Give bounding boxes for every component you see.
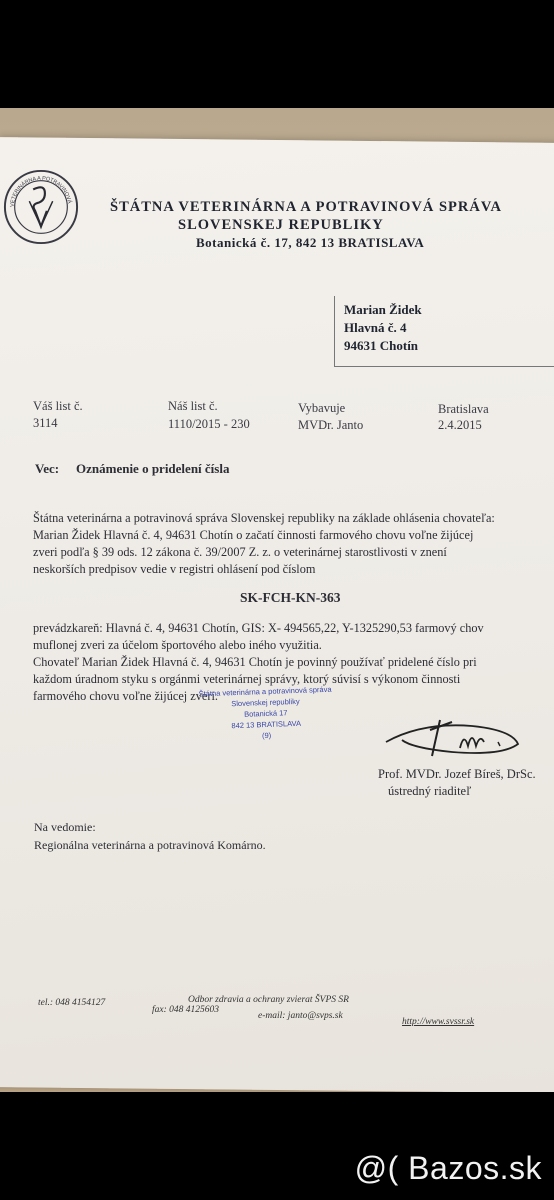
footer-web-link[interactable]: http://www.svssr.sk bbox=[402, 1017, 475, 1027]
ref-label-our: Náš list č. bbox=[168, 399, 218, 413]
signatory-name: Prof. MVDr. Jozef Bíreš, DrSc. bbox=[378, 767, 536, 781]
header-line-1: ŠTÁTNA VETERINÁRNA A POTRAVINOVÁ SPRÁVA bbox=[110, 199, 502, 215]
ref-label-your: Váš list č. bbox=[33, 399, 83, 413]
subject-label: Vec: bbox=[35, 461, 60, 476]
ref-label-place: Bratislava bbox=[438, 402, 489, 416]
ref-value-our: 1110/2015 - 230 bbox=[168, 417, 250, 431]
footer-email: e-mail: janto@svps.sk bbox=[258, 1011, 343, 1021]
state-seal-logo bbox=[2, 168, 80, 246]
document-paper bbox=[0, 137, 554, 1093]
header-line-2: SLOVENSKEJ REPUBLIKY bbox=[178, 217, 384, 233]
registration-number: SK-FCH-KN-363 bbox=[240, 590, 341, 605]
handwritten-signature bbox=[382, 712, 532, 762]
recipient-name: Marian Židek bbox=[344, 302, 422, 317]
footer-department: Odbor zdravia a ochrany zvierat ŠVPS SR bbox=[188, 995, 349, 1005]
body-para1-line4: neskorších predpisov vedie v registri ohlásení pod číslom bbox=[33, 562, 316, 576]
body-para2-line5: farmového chovu voľne žijúcej zveri. bbox=[33, 689, 218, 703]
ref-value-handler: MVDr. Janto bbox=[298, 418, 364, 432]
body-para1-line3: zveri podľa § 39 ods. 12 zákona č. 39/2007 Z. z. o veterinárnej starostlivosti v znení bbox=[33, 545, 447, 559]
signatory-title: ústredný riaditeľ bbox=[388, 784, 472, 798]
stamp-line-2: Slovenskej republiky bbox=[231, 696, 300, 709]
subject-text: Oznámenie o pridelení čísla bbox=[76, 461, 230, 476]
footer-fax: fax: 048 4125603 bbox=[152, 1005, 220, 1015]
header-line-3: Botanická č. 17, 842 13 BRATISLAVA bbox=[196, 235, 425, 250]
body-para2-line1: prevádzkareň: Hlavná č. 4, 94631 Chotín, GIS: X- 494565,22, Y-1325290,53 farmový chov bbox=[33, 621, 484, 635]
stamp-line-3: Botanická 17 bbox=[244, 708, 288, 719]
body-para2-line3: Chovateľ Marian Židek Hlavná č. 4, 94631 Chotín je povinný používať pridelené číslo pri bbox=[33, 655, 477, 669]
stamp-line-4: 842 13 BRATISLAVA bbox=[231, 718, 302, 731]
stamp-line-1: Štátna veterinárna a potravinová správa bbox=[198, 684, 332, 699]
body-para1-line1: Štátna veterinárna a potravinová správa Slovenskej republiky na základe ohlásenia chovateľa: bbox=[33, 511, 495, 525]
cc-label: Na vedomie: bbox=[34, 820, 96, 834]
svg-text:VETERINÁRNA A POTRAVINOVÁ: VETERINÁRNA A POTRAVINOVÁ bbox=[9, 175, 73, 208]
ref-value-date: 2.4.2015 bbox=[438, 418, 482, 432]
stamp-line-5: (9) bbox=[261, 730, 272, 741]
official-stamp bbox=[195, 684, 337, 753]
cc-text: Regionálna veterinárna a potravinová Komárno. bbox=[34, 838, 266, 852]
recipient-street: Hlavná č. 4 bbox=[344, 320, 407, 335]
ref-label-handler: Vybavuje bbox=[298, 401, 346, 415]
body-para1-line2: Marian Židek Hlavná č. 4, 94631 Chotín o začatí činnosti farmového chovu voľne žijúcej bbox=[33, 528, 474, 542]
ref-value-your: 3114 bbox=[33, 416, 58, 430]
body-para2-line4: každom úradnom styku s orgánmi veterinárnej správy, ktorý súvisí s výkonom činnosti bbox=[33, 672, 461, 686]
body-para2-line2: muflonej zveri za účelom športového alebo iného využitia. bbox=[33, 638, 322, 652]
recipient-city: 94631 Chotín bbox=[344, 338, 419, 353]
footer-tel: tel.: 048 4154127 bbox=[38, 998, 106, 1008]
top-background bbox=[0, 0, 554, 110]
bazos-watermark: @( Bazos.sk bbox=[354, 1150, 542, 1186]
